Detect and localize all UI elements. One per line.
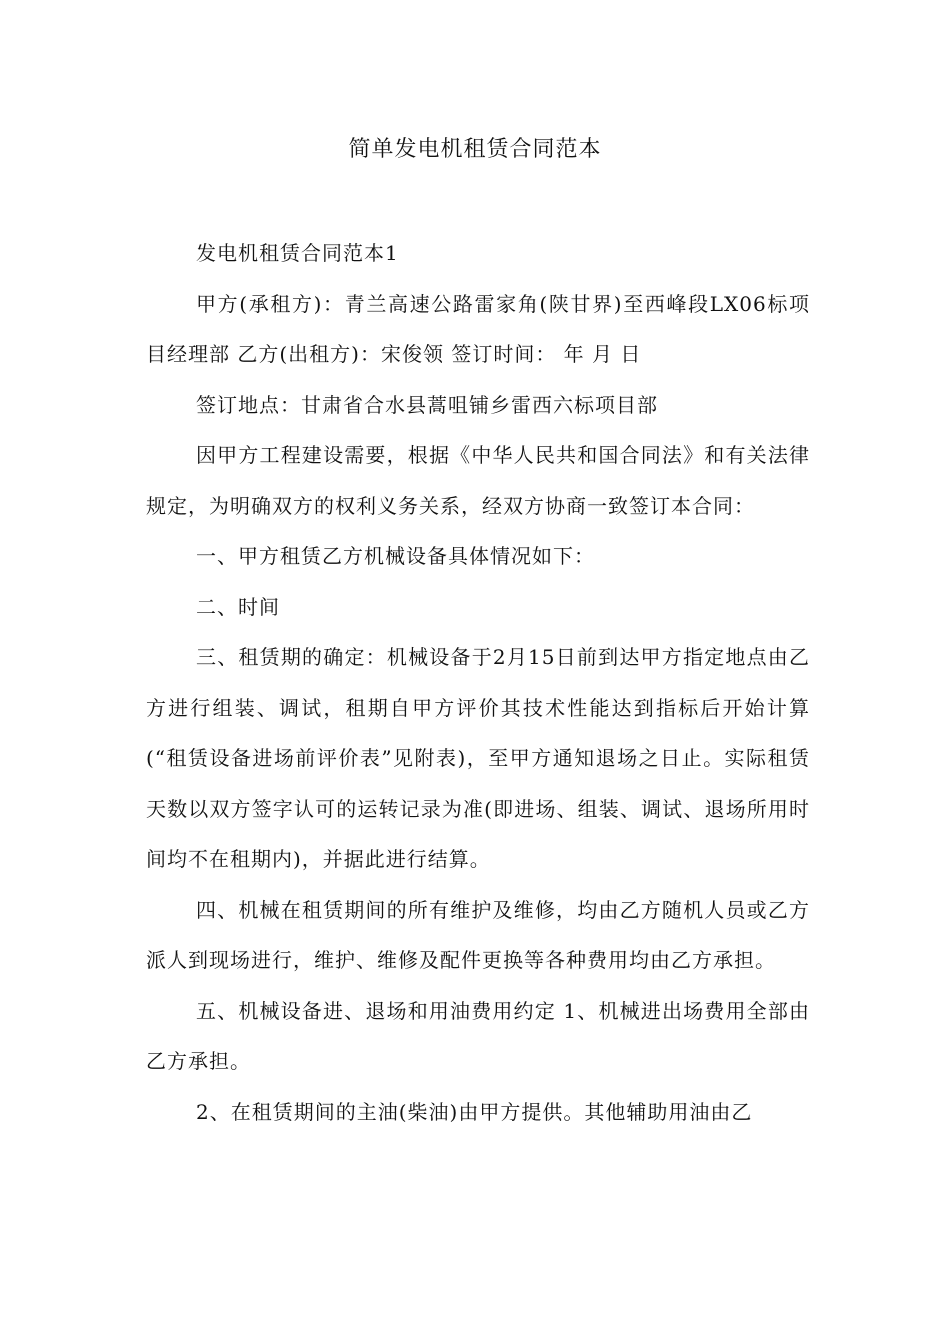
- paragraph-section-3: 三、租赁期的确定：机械设备于2月15日前到达甲方指定地点由乙方进行组装、调试，租期自甲方评价其技术性能达到指标后开始计算(“租赁设备进场前评价表”见附表)，至甲方通知退场之日止。实际租赁天数以双方签字认可的运转记录为准(即进场、组装、调试、退场所用时间均不在租期内)，并据此进行结算。: [146, 645, 810, 871]
- paragraph-section-5: 五、机械设备进、退场和用油费用约定 1、机械进出场费用全部由乙方承担。: [146, 998, 810, 1073]
- paragraph-location: 签订地点：甘肃省合水县蒿咀铺乡雷西六标项目部: [196, 392, 658, 417]
- paragraph-section-5-item-2: 2、在租赁期间的主油(柴油)由甲方提供。其他辅助用油由乙: [196, 1099, 753, 1124]
- paragraph-heading: 发电机租赁合同范本1: [196, 241, 399, 265]
- paragraph-preamble: 因甲方工程建设需要，根据《中华人民共和国合同法》和有关法律规定，为明确双方的权利义务关系，经双方协商一致签订本合同：: [146, 443, 810, 518]
- document-title: 简单发电机租赁合同范本: [348, 137, 602, 162]
- paragraph-section-1: 一、甲方租赁乙方机械设备具体情况如下：: [196, 544, 595, 568]
- paragraph-section-2: 二、时间: [196, 594, 280, 619]
- paragraph-section-4: 四、机械在租赁期间的所有维护及维修，均由乙方随机人员或乙方派人到现场进行，维护、维修及配件更换等各种费用均由乙方承担。: [146, 897, 810, 972]
- paragraph-parties: 甲方(承租方)：青兰高速公路雷家角(陕甘界)至西峰段LX06标项目经理部 乙方(出租方)：宋俊领 签订时间： 年 月 日: [146, 291, 810, 366]
- document-body: [146, 228, 810, 1137]
